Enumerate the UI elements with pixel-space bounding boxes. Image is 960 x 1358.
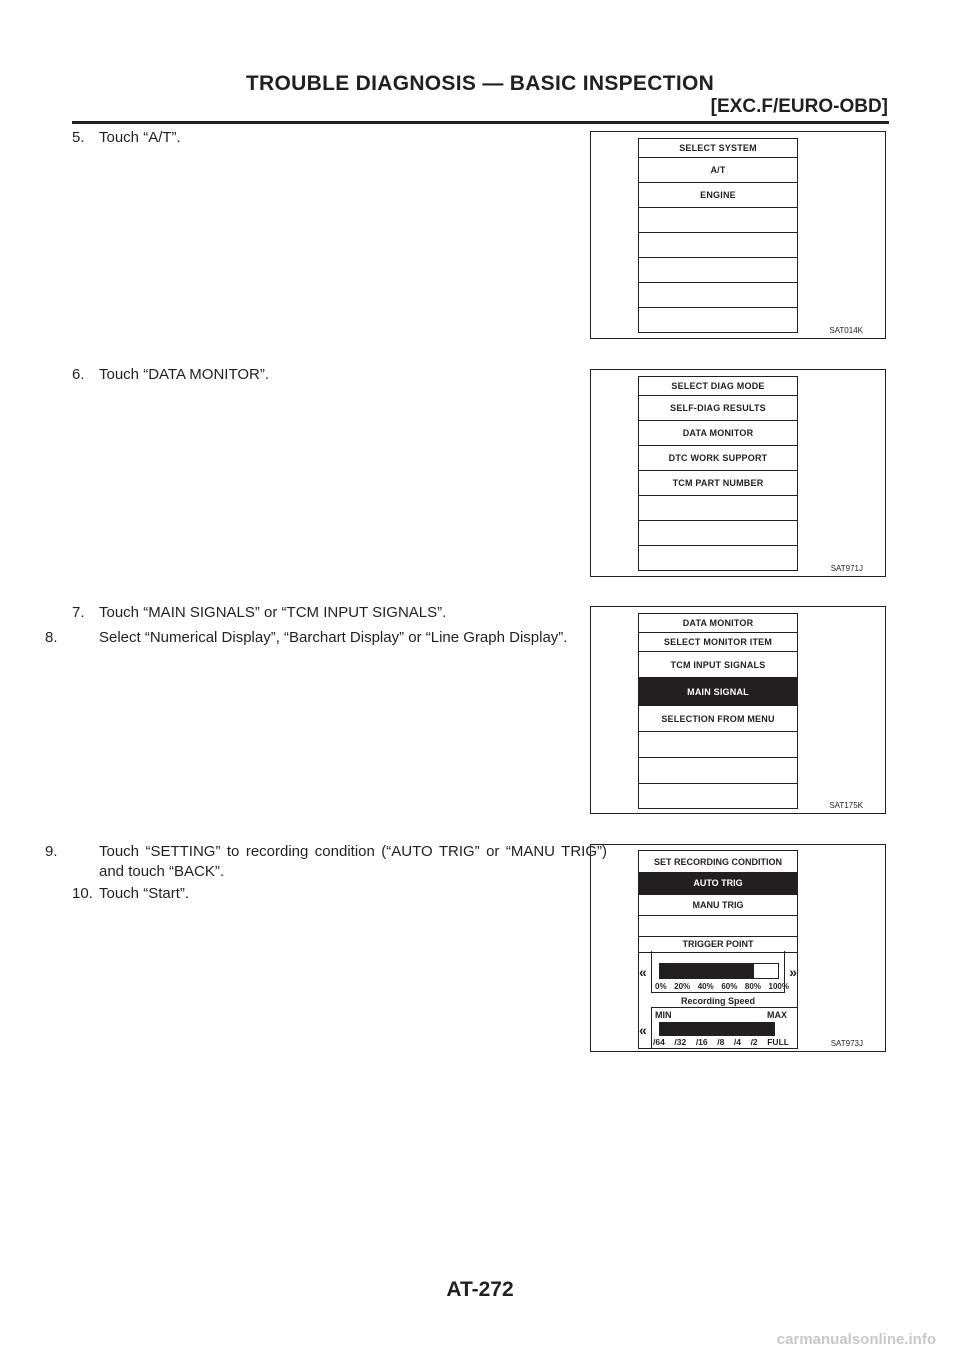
trigger-ticks [655,982,789,991]
consult-screen [638,613,798,809]
screen-title: SELECT SYSTEM [639,139,797,158]
step-10 [72,884,580,904]
figure-set-recording-condition [590,844,886,1052]
menu-item-dtc-work-support: DTC WORK SUPPORT [639,446,797,471]
figure-code: SAT971J [830,564,863,573]
menu-item-empty [639,258,797,283]
step-7 [72,603,580,623]
step-number: 5. [72,129,85,146]
step-text: Touch “A/T”. [99,129,181,146]
figure-code: SAT014K [829,326,863,335]
menu-item-self-diag-results: SELF-DIAG RESULTS [639,396,797,421]
menu-item-empty [639,208,797,233]
step-6 [72,365,580,385]
step-5 [72,128,580,148]
menu-item-empty [639,283,797,308]
tick-label: 40% [697,982,714,991]
step-text: Touch “Start”. [99,885,190,902]
tick-label: /16 [695,1037,708,1047]
step-number: 8. [45,629,58,646]
menu-item-at: A/T [639,158,797,183]
trigger-point-label: TRIGGER POINT [639,936,797,953]
tick-label: /4 [733,1037,741,1047]
right-arrow-icon: » [789,964,797,980]
left-arrow-icon: « [639,1022,647,1038]
menu-item-empty [639,521,797,546]
step-number: 10. [72,885,93,902]
tick-label: 100% [768,982,789,991]
tick-label: 80% [744,982,761,991]
manu-trig-option: MANU TRIG [639,894,797,916]
tick-label: 20% [674,982,691,991]
menu-item-empty [639,758,797,784]
auto-trig-option: AUTO TRIG [639,872,797,895]
menu-item-empty [639,732,797,758]
step-8 [45,628,607,648]
consult-screen [638,376,798,571]
step-text: Touch “MAIN SIGNALS” or “TCM INPUT SIGNALS”. [99,604,447,621]
consult-screen [638,138,798,333]
tick-label: FULL [767,1037,789,1047]
speed-ticks [653,1037,789,1047]
page-title: TROUBLE DIAGNOSIS — BASIC INSPECTION [245,72,715,95]
tick-label: /2 [750,1037,758,1047]
step-text: Select “Numerical Display”, “Barchart Display” or “Line Graph Display”. [99,629,568,646]
menu-item-empty [639,308,797,332]
header-rule [72,121,889,124]
min-label: MIN [655,1010,672,1020]
recording-speed-label: Recording Speed [680,996,755,1006]
figure-code: SAT175K [829,801,863,810]
menu-item-empty [639,784,797,808]
screen-title: SELECT DIAG MODE [639,377,797,396]
menu-item-tcm-part-number: TCM PART NUMBER [639,471,797,496]
step-number: 9. [45,843,58,860]
max-label: MAX [767,1010,787,1020]
screen-title: DATA MONITOR [639,614,797,633]
page-subtitle: [EXC.F/EURO-OBD] [710,96,888,117]
trigger-level-fill [660,964,754,978]
menu-item-selection-from-menu: SELECTION FROM MENU [639,706,797,732]
menu-item-data-monitor: DATA MONITOR [639,421,797,446]
consult-screen [638,850,798,1049]
screen-title: SET RECORDING CONDITION [639,851,797,873]
left-arrow-icon: « [639,964,647,980]
figure-select-system [590,131,886,339]
watermark: carmanualsonline.info [776,1331,936,1348]
trigger-track [659,963,779,979]
tick-label: 0% [655,982,667,991]
tick-label: /8 [717,1037,725,1047]
figure-select-diag-mode [590,369,886,577]
menu-item-main-signal: MAIN SIGNAL [639,678,797,706]
page-number: AT-272 [446,1278,514,1301]
speed-bar [659,1022,775,1036]
step-number: 6. [72,366,85,383]
step-9 [45,842,607,882]
menu-item-empty [639,233,797,258]
menu-item-empty [639,496,797,521]
step-number: 7. [72,604,85,621]
figure-code: SAT973J [830,1039,863,1048]
step-text: Touch “DATA MONITOR”. [99,366,270,383]
menu-item-tcm-input-signals: TCM INPUT SIGNALS [639,652,797,678]
menu-item-engine: ENGINE [639,183,797,208]
screen-subtitle: SELECT MONITOR ITEM [639,633,797,652]
menu-item-empty [639,546,797,570]
figure-data-monitor [590,606,886,814]
tick-label: 60% [721,982,738,991]
step-text: Touch “SETTING” to recording condition (“AUTO TRIG” or “MANU TRIG”) and touch “BACK”. [99,843,607,880]
empty-row [639,915,797,937]
tick-label: /32 [674,1037,687,1047]
tick-label: /64 [653,1037,665,1047]
